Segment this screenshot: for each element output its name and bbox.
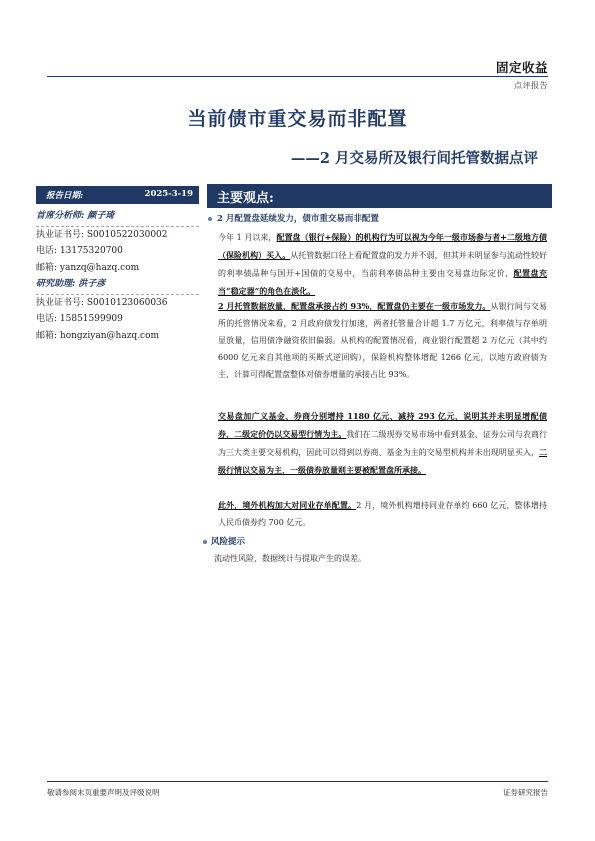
paragraph-3 (218, 408, 547, 480)
analyst-2-phone: 电话: 15851599909 (36, 314, 123, 324)
report-date-label: 报告日期: (46, 191, 84, 201)
risk-heading (203, 535, 245, 547)
report-date-value: 2025-3-19 (144, 189, 193, 199)
footer-divider (47, 781, 548, 782)
body-text: 2 月，境外机构增持同业存单约 660 亿元，整体增持人民币债券约 700 亿元。 (218, 501, 547, 527)
analyst-1-phone: 电话: 13175320700 (36, 246, 123, 256)
emphasized-text: 配置盘充当“稳定器”的角色在淡化。 (218, 267, 548, 296)
report-type: 点评报告 (514, 81, 548, 90)
risk-heading-text: 风险提示 (211, 537, 246, 547)
footer-disclaimer: 敬请参阅末页重要声明及评级说明 (47, 788, 160, 797)
emphasized-text: 配置盘（银行+保险）的机构行为可以视为今年一级市场参与者+二级地方债（保险机构）买入。 (218, 232, 547, 260)
main-points-heading: 主要观点: (217, 191, 274, 206)
analyst-2-role-label: 研究助理: (36, 279, 76, 289)
paragraph-2 (218, 298, 547, 384)
analyst-2-name: 洪子彦 (78, 279, 106, 289)
emphasized-text: 二级行情以交易为主，一级债券放量则主要被配置盘所承接。 (218, 446, 547, 475)
analyst-1-role-label: 首席分析师: (36, 211, 85, 221)
body-text: 我们在二级现券交易市场中看到基金、证券公司与农商行为三大类主要交易机构，因此可以得到以券商、基金为主的交易型机构并未出现明显买入， (218, 429, 548, 457)
analyst-2-license: 执业证书号: S0010123060036 (36, 297, 168, 308)
bullet-dot-icon (208, 217, 212, 221)
analyst-sidebar (36, 208, 199, 344)
report-date-box (36, 186, 199, 204)
emphasized-text: 2 月托管数据放量，配置盘承接占约 93%，配置盘仍主要在一级市场发力。 (218, 301, 491, 311)
emphasized-text: 此外，境外机构加大对同业存单配置。 (218, 500, 357, 510)
report-subtitle: ——2 月交易所及银行间托管数据点评 (290, 150, 538, 167)
header-divider (47, 76, 548, 77)
body-text: 从银行间与交易所的托管情况来看，2 月政府债发行加速，两者托管量合计超 1.7 万亿元，利率债与存单明显放量，信用债净融资依旧偏弱。从机构的配置情况看，商业银行配置超 2 万亿元（其中约 6000 亿元来自其他项的买断式逆回购），保险机构整体增配 1266 亿元，以地方政府债为主，计算可得配置盘整体对债券增量的承接占比 93%。 (218, 302, 547, 379)
body-text: 今年 1 月以来， (218, 233, 277, 242)
key-point-heading (208, 212, 379, 224)
report-title: 当前债市重交易而非配置 (187, 108, 408, 130)
analyst-1-name: 颜子琦 (87, 211, 115, 221)
risk-text: 流动性风险，数据统计与提取产生的误差。 (214, 554, 366, 563)
body-text: 从托管数据口径上看配置盘的发力并不弱，但其并未明显参与流动性较好的利率债品种与国开+国债的交易中，当前利率债品种主要由交易盘边际定价， (218, 250, 548, 278)
key-point-text: 2 月配置盘延续发力，债市重交易而非配置 (217, 214, 379, 224)
analyst-1-license: 执业证书号: S0010522030002 (36, 229, 168, 240)
report-category: 固定收益 (495, 60, 548, 75)
bullet-dot-icon (203, 540, 207, 544)
paragraph-1 (218, 229, 547, 301)
footer-label: 证券研究报告 (503, 788, 548, 797)
analyst-1-email[interactable]: 邮箱: yanzq@hazq.com (36, 262, 140, 273)
emphasized-text: 交易盘加广义基金、券商分别增持 1180 亿元、减持 293 亿元，说明其并未明显增配债券，二级定价仍以交易型行情为主。 (218, 411, 547, 439)
analyst-2-email[interactable]: 邮箱: hongziyan@hazq.com (36, 330, 160, 341)
analyst-2-role (36, 276, 199, 293)
analyst-1-role (36, 208, 199, 225)
paragraph-4 (218, 497, 547, 532)
main-points-bar (207, 184, 552, 208)
